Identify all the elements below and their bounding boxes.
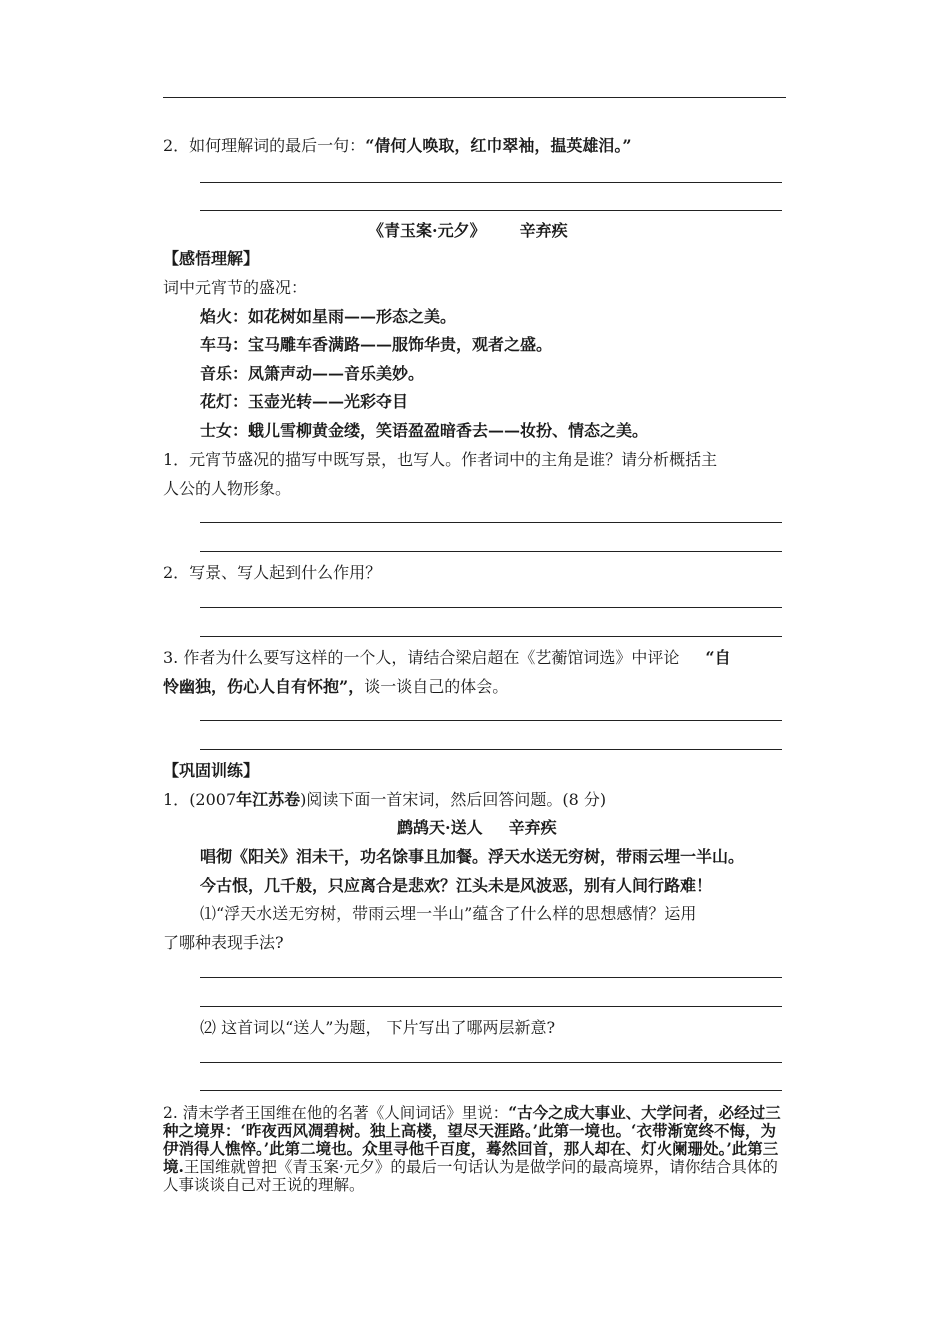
poem2-title xyxy=(397,817,557,839)
poem2-line: 今古恨，几千般，只应离合是悲欢？江头未是风波恶，别有人间行路难！ xyxy=(200,876,713,895)
subquestion-1-line1: ⑴“浮天水送无穷树，带雨云埋一半山”蕴含了什么样的思想感情？运用 xyxy=(200,904,697,923)
question-1-line1: 1．元宵节盛况的描写中既写景，也写人。作者词中的主角是谁？请分析概括主 xyxy=(163,450,718,469)
question-2: 2．写景、写人起到什么作用？ xyxy=(163,563,382,582)
list-item: 焰火：如花树如星雨——形态之美。 xyxy=(200,307,457,326)
question-1-line2: 人公的人物形象。 xyxy=(163,479,292,498)
answer-line[interactable] xyxy=(200,1062,782,1063)
subquestion-2: ⑵ 这首词以“送人”为题， 下片写出了哪两层新意? xyxy=(200,1018,556,1037)
answer-line[interactable] xyxy=(200,551,782,552)
poem-title xyxy=(368,220,568,242)
practice-2-question: 王国维就曾把《青玉案·元夕》的最后一句话认为是做学问的最高境界，请你结合具体的人事谈谈自己对王说的理解。 xyxy=(163,1158,778,1194)
answer-line[interactable] xyxy=(200,720,782,721)
subquestion-1-line2: 了哪种表现手法? xyxy=(163,933,284,952)
answer-line[interactable] xyxy=(200,636,782,637)
list-item: 车马：宝马雕车香满路——服饰华贵，观者之盛。 xyxy=(200,335,553,354)
practice-1-header xyxy=(163,789,606,811)
question-3-quote-end: 怜幽独，伤心人自有怀抱”， xyxy=(163,677,365,696)
question-prev-2 xyxy=(163,135,632,157)
practice-2-intro: 2. 清末学者王国维在他的名著《人间词话》里说： xyxy=(163,1104,509,1122)
list-item: 音乐：凤箫声动——音乐美妙。 xyxy=(200,364,425,383)
question-text: 2．如何理解词的最后一句： xyxy=(163,136,366,155)
practice-1-number: 1． xyxy=(163,790,190,809)
intro-text: 词中元宵节的盛况： xyxy=(163,278,308,297)
header-rule xyxy=(163,97,786,98)
answer-line[interactable] xyxy=(200,1090,782,1091)
question-3-text: 3. 作者为什么要写这样的一个人，请结合梁启超在《艺蘅馆词选》中评论 xyxy=(163,648,680,667)
answer-line[interactable] xyxy=(200,607,782,608)
question-3-rest: 谈一谈自己的体会。 xyxy=(364,677,509,696)
practice-1-source: 年江苏卷 xyxy=(236,790,301,809)
answer-line[interactable] xyxy=(200,522,782,523)
list-item: 花灯：玉壶光转——光彩夺目 xyxy=(200,392,409,411)
section-heading-understanding: 【感悟理解】 xyxy=(163,249,260,268)
practice-2-paragraph xyxy=(163,1104,789,1194)
answer-line[interactable] xyxy=(200,210,782,211)
practice-2-quote: “古今之成大事业、大学问者，必经过三种之境界：‘昨夜西风凋碧树。独上高楼，望尽天涯路。’此第一境也。‘衣带渐宽终不悔，为伊消得人憔悴。’此第二境也。众里寻他千百度，蓦然回首，那人却在、灯火阑珊处。’此第三境. xyxy=(163,1103,781,1176)
poem2-line: 唱彻《阳关》泪未干，功名馀事且加餐。浮天水送无穷树，带雨云埋一半山。 xyxy=(200,847,745,866)
question-3-quote-start: “自 xyxy=(705,648,731,667)
question-3-line2 xyxy=(163,676,508,698)
poem-author: 辛弃疾 xyxy=(519,221,568,240)
answer-line[interactable] xyxy=(200,1006,782,1007)
section-heading-practice: 【巩固训练】 xyxy=(163,761,260,780)
poem2-title-text: 鹧鸪天·送人 xyxy=(397,818,483,837)
answer-line[interactable] xyxy=(200,182,782,183)
answer-line[interactable] xyxy=(200,749,782,750)
practice-1-year: (2007 xyxy=(189,790,237,809)
poem-title-text: 《青玉案·元夕》 xyxy=(368,221,486,240)
practice-1-instructions: )阅读下面一首宋词，然后回答问题。(8 分) xyxy=(300,790,607,809)
poem2-author: 辛弃疾 xyxy=(508,818,557,837)
answer-line[interactable] xyxy=(200,977,782,978)
list-item: 士女：蛾儿雪柳黄金缕，笑语盈盈暗香去——妆扮、情态之美。 xyxy=(200,421,649,440)
question-3-line1 xyxy=(163,647,731,669)
question-quote: “倩何人唤取，红巾翠袖，揾英雄泪。” xyxy=(365,136,632,155)
